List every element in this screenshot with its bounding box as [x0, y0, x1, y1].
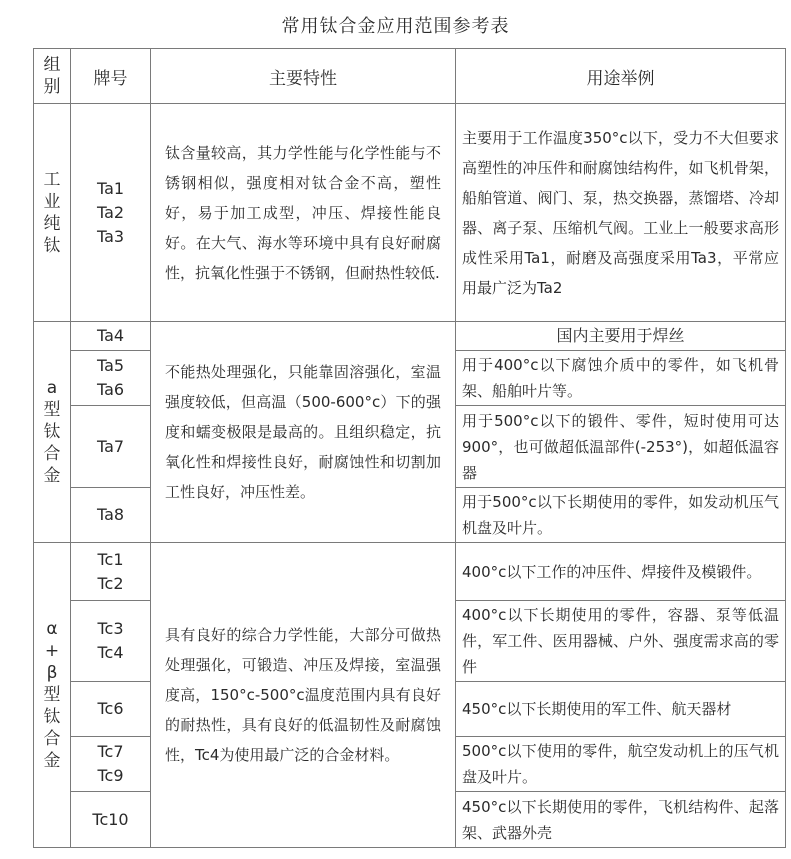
use-cell: 400°c以下长期使用的零件，容器、泵等低温件，军工件、医用器械、户外、强度需求高的零件 — [456, 601, 786, 682]
use-cell: 400°c以下工作的冲压件、焊接件及模锻件。 — [456, 543, 786, 601]
group-industrial-ti: 工业纯钛 — [34, 104, 71, 322]
use-cell: 用于400°c以下腐蚀介质中的零件，如飞机骨架、船舶叶片等。 — [456, 351, 786, 406]
properties-cell: 具有良好的综合力学性能，大部分可做热处理强化，可锻造、冲压及焊接，室温强度高，150°c-500°c温度范围内具有良好的耐热性，具有良好的低温韧性及耐腐蚀性，Tc4为使用最广泛的合金材料。 — [151, 543, 456, 848]
use-cell: 主要用于工作温度350°c以下，受力不大但要求高塑性的冲压件和耐腐蚀结构件，如飞机骨架，船舶管道、阀门、泵，热交换器，蒸馏塔、冷却器、离子泵、压缩机气阀。工业上一般要求高形成性采用Ta1，耐磨及高强度采用Ta3，平常应用最广泛为Ta2 — [456, 104, 786, 322]
grade-cell: Tc7 Tc9 — [71, 737, 151, 792]
header-properties: 主要特性 — [151, 49, 456, 104]
properties-cell: 钛含量较高，其力学性能与化学性能与不锈钢相似，强度相对钛合金不高，塑性好，易于加工成型，冲压、焊接性能良好。在大气、海水等环境中具有良好耐腐性，抗氧化性强于不锈钢，但耐热性较低. — [151, 104, 456, 322]
use-cell: 500°c以下使用的零件，航空发动机上的压气机盘及叶片。 — [456, 737, 786, 792]
properties-cell: 不能热处理强化，只能靠固溶强化，室温强度较低，但高温（500-600°c）下的强度和蠕变极限是最高的。且组织稳定，抗氧化性和焊接性良好，耐腐蚀性和切割加工性良好，冲压性差。 — [151, 322, 456, 543]
page-title: 常用钛合金应用范围参考表 — [281, 16, 510, 37]
header-group: 组别 — [34, 49, 71, 104]
header-row — [34, 49, 786, 104]
grade-cell: Ta5 Ta6 — [71, 351, 151, 406]
use-cell: 国内主要用于焊丝 — [456, 322, 786, 351]
use-cell: 450°c以下长期使用的军工件、航天器材 — [456, 682, 786, 737]
grade-cell: Tc6 — [71, 682, 151, 737]
titanium-alloy-table — [33, 48, 786, 848]
grade-cell: Tc3 Tc4 — [71, 601, 151, 682]
header-uses: 用途举例 — [456, 49, 786, 104]
grade-cell: Ta8 — [71, 488, 151, 543]
table-row — [34, 322, 786, 351]
grade-cell: Ta4 — [71, 322, 151, 351]
group-alpha-beta-ti: α+β型钛合金 — [34, 543, 71, 848]
use-cell: 用于500°c以下的锻件、零件，短时使用可达900°，也可做超低温部件(-253°)，如超低温容器 — [456, 406, 786, 488]
header-grade: 牌号 — [71, 49, 151, 104]
grade-cell: Ta1 Ta2 Ta3 — [71, 104, 151, 322]
table-row — [34, 104, 786, 322]
grade-cell: Tc10 — [71, 792, 151, 848]
table-row — [34, 543, 786, 601]
grade-cell: Tc1 Tc2 — [71, 543, 151, 601]
grade-cell: Ta7 — [71, 406, 151, 488]
group-alpha-ti: a型钛合金 — [34, 322, 71, 543]
use-cell: 450°c以下长期使用的零件，飞机结构件、起落架、武器外壳 — [456, 792, 786, 848]
use-cell: 用于500°c以下长期使用的零件，如发动机压气机盘及叶片。 — [456, 488, 786, 543]
